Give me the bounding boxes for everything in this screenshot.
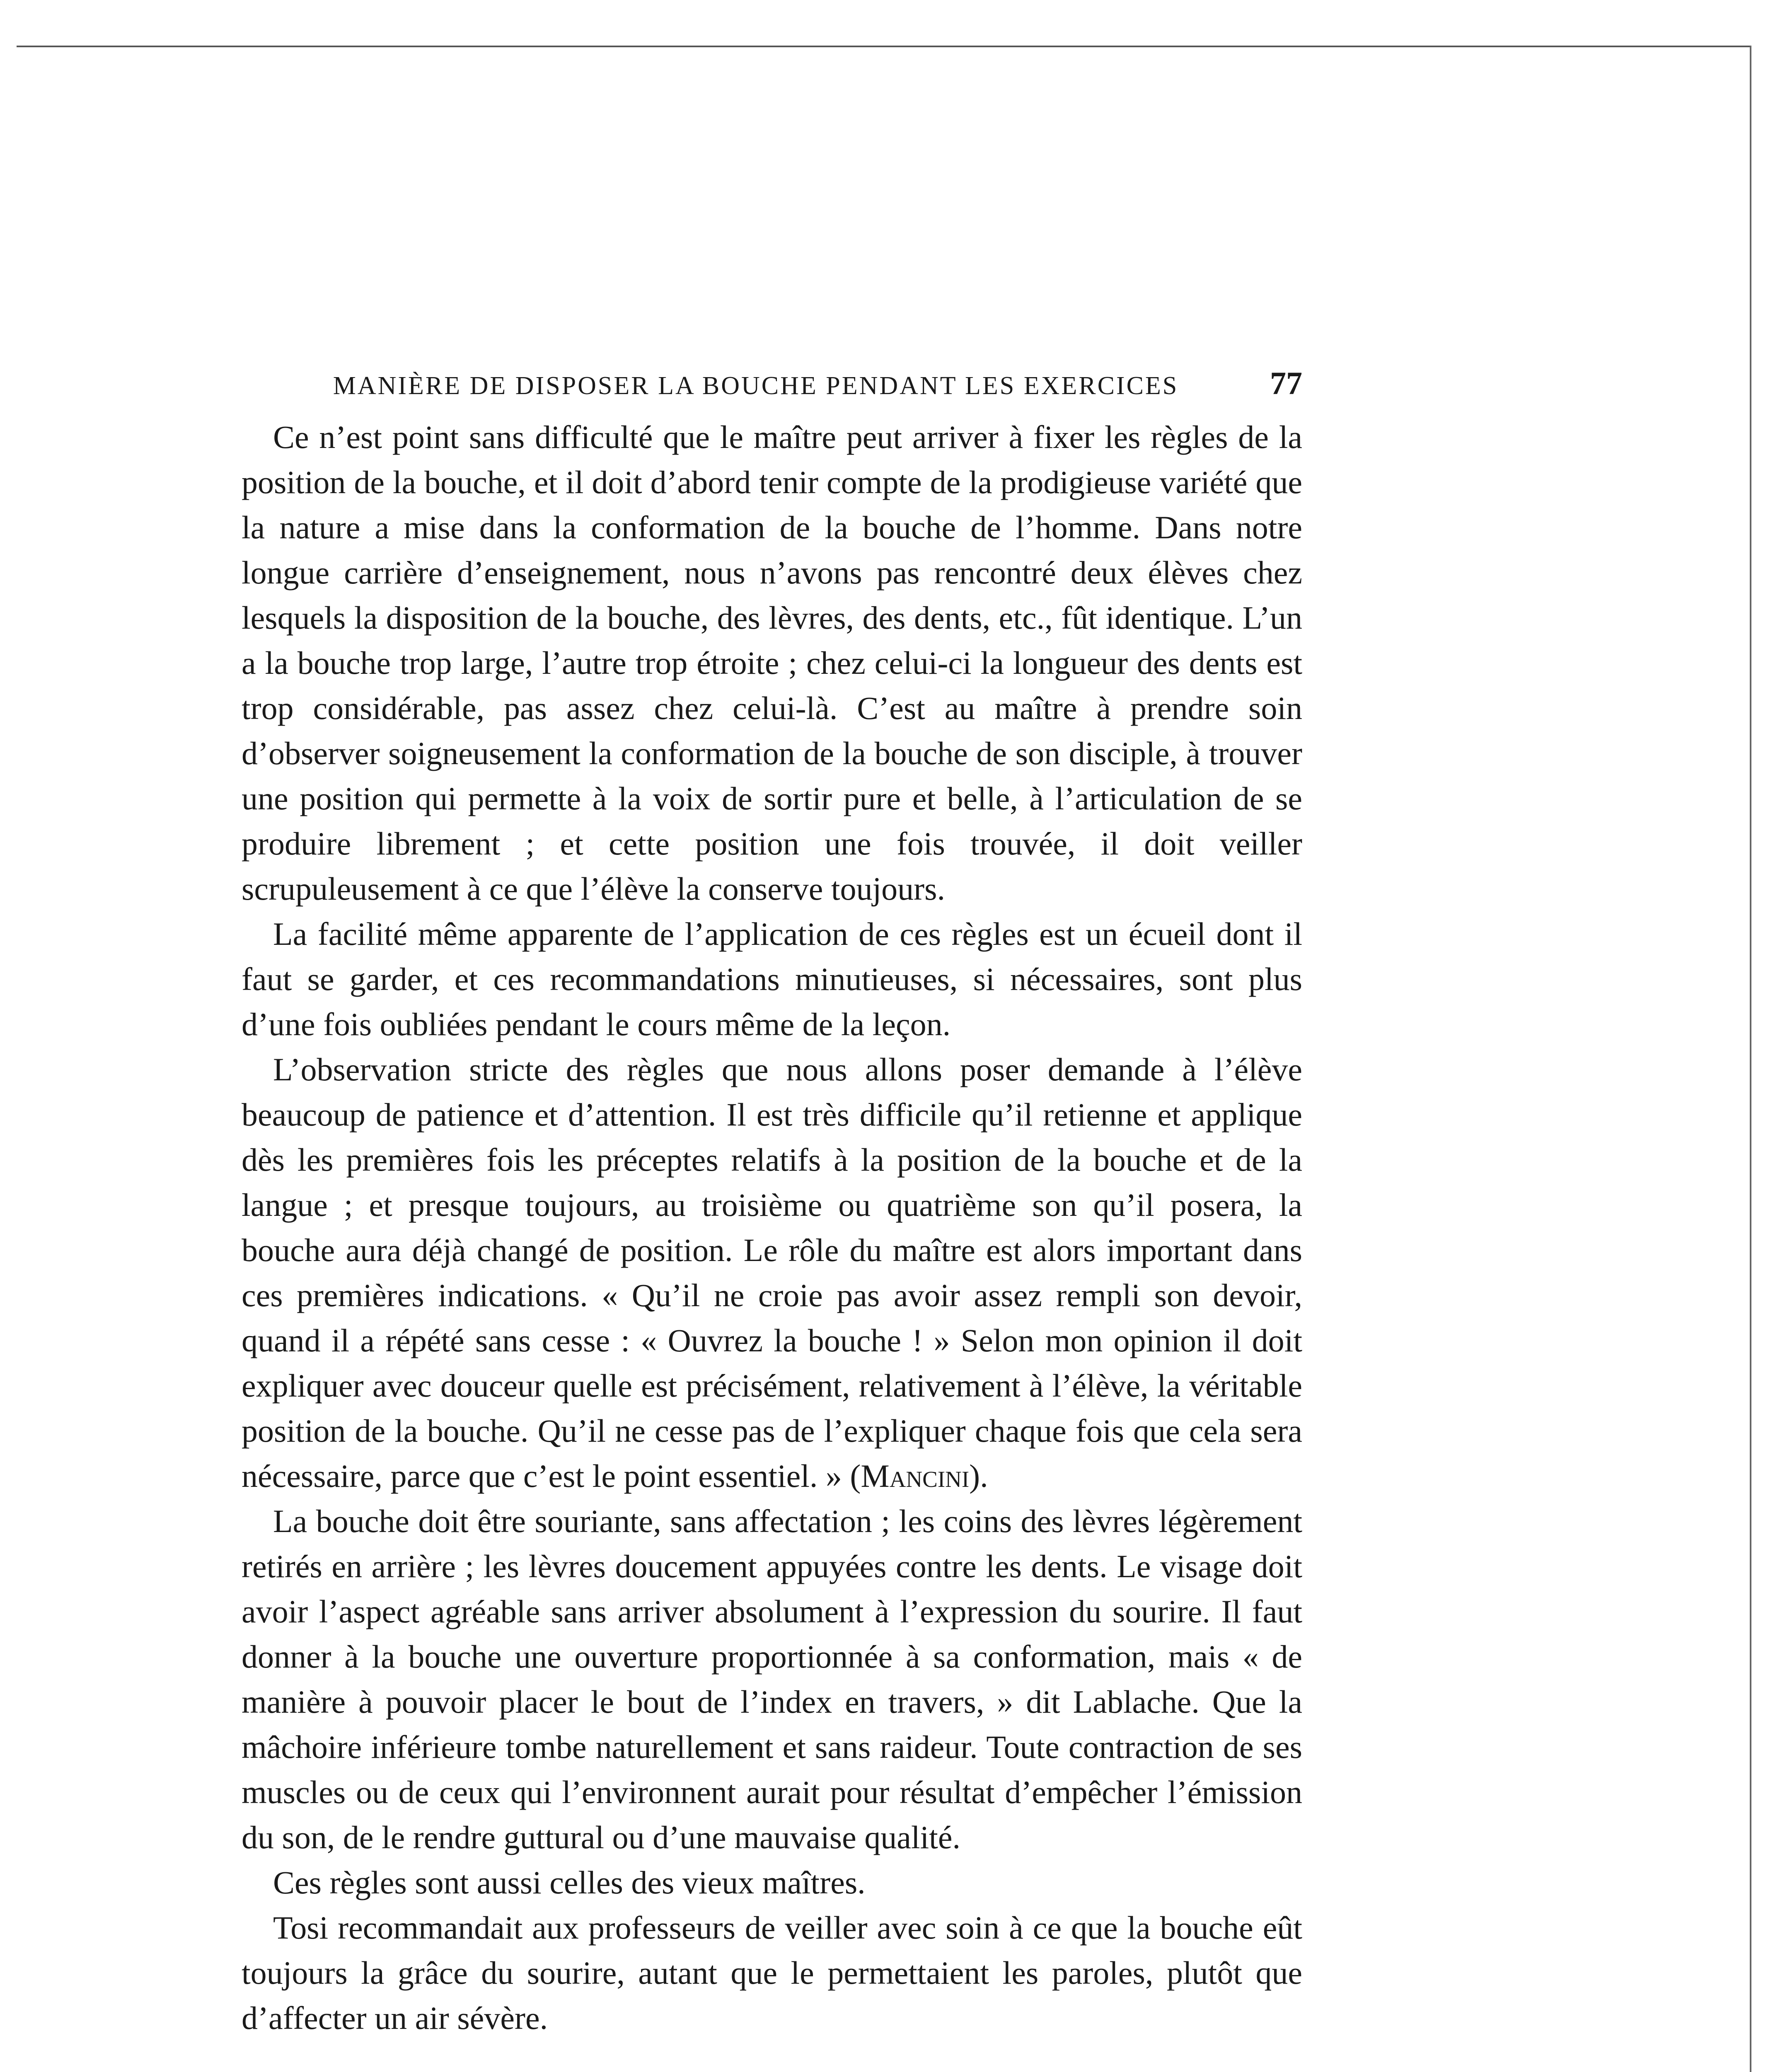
paragraph-5: Ces règles sont aussi celles des vieux maîtres. [273,1864,866,1900]
page-right-edge [1750,46,1751,2072]
running-head-title: MANIÈRE DE DISPOSER LA BOUCHE PENDANT LES EXERCICES [333,372,1179,400]
paragraph-4: La bouche doit être souriante, sans affectation ; les coins des lèvres légèrement retirés en arrière ; les lèvres doucement appuyées contre les dents. Le visage doit avoir l’aspect agréable sans arriver absolument à l’expression du sourire. Il faut donner à la bouche une ouverture proportionnée à sa conformation, mais « de manière à pouvoir placer le bout de l’index en travers, » dit Lablache. Que la mâchoire inférieure tombe naturellement et sans raideur. Toute contraction de ses muscles ou de ceux qui l’environnent aurait pour résultat d’empêcher l’émission du son, de le rendre guttural ou d’une mauvaise qualité. [242,1503,1302,1855]
page-top-rule [17,46,1751,47]
paragraph-1: Ce n’est point sans difficulté que le maître peut arriver à fixer les règles de la position de la bouche, et il doit d’abord tenir compte de la prodigieuse variété que la nature a mise dans la conformation de la bouche de l’homme. Dans notre longue carrière d’enseignement, nous n’avons pas rencontré deux élèves chez lesquels la disposition de la bouche, des lèvres, des dents, etc., fût identique. L’un a la bouche trop large, l’autre trop étroite ; chez celui-ci la longueur des dents est trop considérable, pas assez chez celui-là. C’est au maître à prendre soin d’observer soigneusement la conformation de la bouche de son disciple, à trouver une position qui permette à la voix de sortir pure et belle, à l’articulation de se produire librement ; et cette position une fois trouvée, il doit veiller scrupuleusement à ce que l’élève la conserve toujours. [242,419,1302,907]
running-head [242,365,1302,402]
paragraph-3-text: L’observation stricte des règles que nous allons poser demande à l’élève beaucoup de patience et d’attention. Il est très difficile qu’il retienne et applique dès les premières fois les préceptes relatifs à la position de la bouche et de la langue ; et presque toujours, au troisième ou quatrième son qu’il posera, la bouche aura déjà changé de position. Le rôle du maître est alors important dans ces premières indications. « Qu’il ne croie pas avoir assez rempli son devoir, quand il a répété sans cesse : « Ouvrez la bouche ! » Selon mon opinion il doit expliquer avec douceur quelle est précisément, relativement à l’élève, la véritable position de la bouche. Qu’il ne cesse pas de l’expliquer chaque fois que cela sera nécessaire, parce que c’est le point essentiel. » [242,1051,1302,1494]
citation-mancini: (Mancini). [850,1458,988,1494]
paragraph-6: Tosi recommandait aux professeurs de veiller avec soin à ce que la bouche eût toujours la grâce du sourire, autant que le permettaient les paroles, plutôt que d’affecter un air sévère. [242,1910,1302,2036]
paragraph-3 [242,1047,1302,1498]
page-number: 77 [1270,365,1302,401]
paragraph-2: La facilité même apparente de l’application de ces règles est un écueil dont il faut se garder, et ces recommandations minutieuses, si nécessaires, sont plus d’une fois oubliées pendant le cours même de la leçon. [242,916,1302,1042]
document-page [242,365,1302,2041]
